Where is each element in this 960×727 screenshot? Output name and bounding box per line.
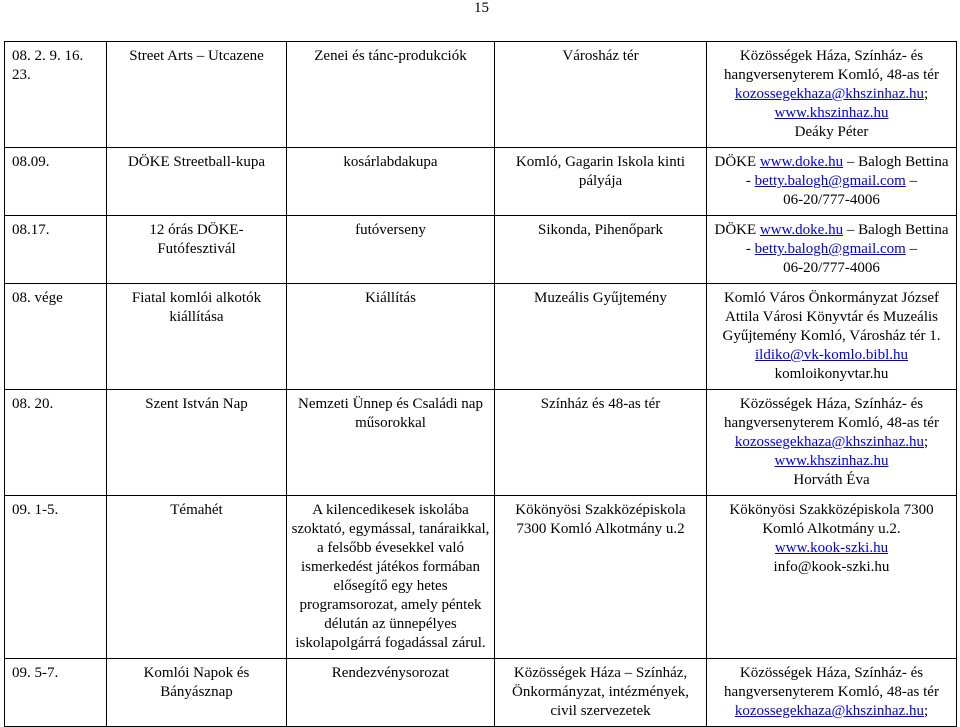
event-cell: Komlói Napok és Bányásznap (107, 659, 287, 727)
type-cell: futóverseny (287, 216, 495, 284)
event-cell: Szent István Nap (107, 390, 287, 496)
dash: – (909, 173, 918, 189)
separator: ; (924, 86, 929, 102)
venue-cell: Városház tér (495, 42, 707, 148)
contact-person: – Balogh Bettina - (745, 154, 949, 189)
date-cell: 09. 1-5. (5, 496, 107, 659)
type-cell: Rendezvénysorozat (287, 659, 495, 727)
table-row (5, 390, 957, 496)
website-link[interactable]: www.doke.hu (759, 222, 844, 238)
email-link[interactable]: kozossegekhaza@khszinhaz.hu (734, 86, 924, 102)
website-text: komloikonyvtar.hu (774, 366, 889, 382)
page-number: 15 (474, 0, 489, 16)
phone-number: 06-20/777-4006 (783, 192, 880, 208)
website-link[interactable]: www.kook-szki.hu (774, 540, 889, 556)
contact-cell (707, 216, 957, 284)
org-name: DÖKE (714, 154, 757, 170)
type-cell: Kiállítás (287, 284, 495, 390)
events-table (4, 41, 957, 727)
contact-cell (707, 42, 957, 148)
date-cell: 08.17. (5, 216, 107, 284)
event-cell: Témahét (107, 496, 287, 659)
email-link[interactable]: betty.balogh@gmail.com (754, 241, 906, 257)
date-cell: 08. vége (5, 284, 107, 390)
table-row (5, 496, 957, 659)
org-name: DÖKE (714, 222, 757, 238)
contact-text: Közösségek Háza, Színház- és hangversenyterem Komló, 48-as tér (724, 48, 939, 83)
contact-text: Közösségek Háza, Színház- és hangversenyterem Komló, 48-as tér (724, 396, 939, 431)
date-cell: 08. 2. 9. 16. 23. (5, 42, 107, 148)
website-link[interactable]: www.khszinhaz.hu (774, 105, 889, 121)
venue-cell: Komló, Gagarin Iskola kinti pályája (495, 148, 707, 216)
table-row (5, 216, 957, 284)
table-row (5, 148, 957, 216)
separator: ; (924, 703, 929, 719)
contact-cell (707, 390, 957, 496)
date-cell: 08. 20. (5, 390, 107, 496)
date-cell: 09. 5-7. (5, 659, 107, 727)
email-link[interactable]: ildiko@vk-komlo.bibl.hu (755, 347, 908, 363)
venue-cell: Muzeális Gyűjtemény (495, 284, 707, 390)
separator: ; (924, 434, 929, 450)
contact-cell (707, 659, 957, 727)
type-cell: kosárlabdakupa (287, 148, 495, 216)
email-link[interactable]: betty.balogh@gmail.com (754, 173, 906, 189)
website-link[interactable]: www.khszinhaz.hu (774, 453, 889, 469)
table-row (5, 42, 957, 148)
date-cell: 08.09. (5, 148, 107, 216)
table-row (5, 284, 957, 390)
event-cell: Street Arts – Utcazene (107, 42, 287, 148)
email-link[interactable]: kozossegekhaza@khszinhaz.hu (734, 703, 924, 719)
contact-text: Komló Város Önkormányzat József Attila Városi Könyvtár és Muzeális Gyűjtemény Komló, Városház tér 1. (722, 290, 941, 344)
contact-cell (707, 496, 957, 659)
email-link[interactable]: kozossegekhaza@khszinhaz.hu (734, 434, 924, 450)
website-link[interactable]: www.doke.hu (759, 154, 844, 170)
dash: – (909, 241, 918, 257)
email-text: info@kook-szki.hu (773, 559, 890, 575)
event-cell: Fiatal komlói alkotók kiállítása (107, 284, 287, 390)
type-cell: Nemzeti Ünnep és Családi nap műsorokkal (287, 390, 495, 496)
contact-text: Kökönyösi Szakközépiskola 7300 Komló Alkotmány u.2. (729, 502, 934, 537)
contact-cell (707, 148, 957, 216)
event-cell: 12 órás DÖKE-Futófesztivál (107, 216, 287, 284)
venue-cell: Sikonda, Pihenőpark (495, 216, 707, 284)
venue-cell: Közösségek Háza – Színház, Önkormányzat, intézmények, civil szervezetek (495, 659, 707, 727)
table-row (5, 659, 957, 727)
type-cell: A kilencedikesek iskolába szoktató, egymással, tanáraikkal, a felsőbb évesekkel való ismerkedést játékos formában elősegítő egy hetes programsorozat, amely péntek délután az ünnepélyes iskolapolgárrá fogadással zárul. (287, 496, 495, 659)
contact-person: Deáky Péter (794, 124, 869, 140)
contact-cell (707, 284, 957, 390)
event-cell: DÖKE Streetball-kupa (107, 148, 287, 216)
contact-person: Horváth Éva (793, 472, 870, 488)
contact-person: – Balogh Bettina - (745, 222, 949, 257)
phone-number: 06-20/777-4006 (783, 260, 880, 276)
type-cell: Zenei és tánc-produkciók (287, 42, 495, 148)
venue-cell: Színház és 48-as tér (495, 390, 707, 496)
contact-text: Közösségek Háza, Színház- és hangversenyterem Komló, 48-as tér (724, 665, 939, 700)
venue-cell: Kökönyösi Szakközépiskola 7300 Komló Alkotmány u.2 (495, 496, 707, 659)
